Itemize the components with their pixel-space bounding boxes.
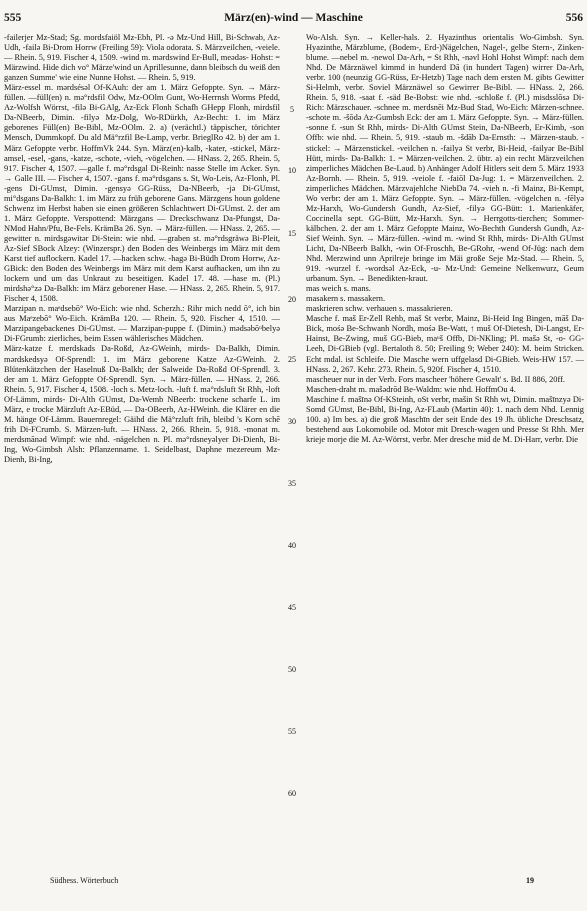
line-number: 15 [288, 229, 296, 238]
entry-paragraph: Masche f. maš Er-Zell Rehb, maš St verbr, Mainz, Bi-Heid Ing Bingen, māš Da-Bick, mośə Be-Schwanh Nordh, mośə Be-Watt, ↑ muš Of-Dietesh, Di-Langst, Er-Hainst, Be-Zwing, muš GG-Bieb, maᵘš Offb, Di-NKling; Pl. mašə St, -o- GG-Leeh, Di-GBieb (vgl. Bertaloth 8. 50; Freiling 9; Weber 240): M. beim Stricken. Echt mdal. ist Schleife. Die Masche wern uffgelasd Di-GBieb. Weis-HW 157. — HNass. 2, 267. Kehr. 273. Rhein. 5, 920f. Fischer 4, 1510. [306, 314, 584, 374]
entry-paragraph: mascheuer nur in der Verb. Fors mascheer 'höhere Gewalt' s. Bd. II 886, 20ff. [306, 374, 566, 384]
line-number: 20 [288, 295, 296, 304]
entry-paragraph: Wo-Alsh. Syn. → Keller-hals. 2. Hyazinthus orientalis Wo-Gimbsh. Syn. Hyazinthe, Märzblume, (Bodem-, Erd-)Nägelchen, Nagel-, gelbe Stern-, Zinken-blume. —nebel m. -newol Da-Arh, = St Rhh, -nəvl Hohl Hohst Wimpf: nach dem Nhd. De Märznäwel kimmd in hunderd Dā (in hundert Tagen) wirrer Da-Arh, verbr. 100 (neunzig GG-Rüss, Er-Hetzb) Tage nach dem ersten M. gibts Gewitter Si-Helmh, verbr. Soviel Märznäwel so Gewirrer Be-Bibl. — HNass. 2, 266. Rhein. 5, 918. -saat f. -säd Be-Bobst: wie nhd. -schloße f. (Pl.) misdsslōsə Di-Rich: Märzschauer. -schnee m. merdsnēi Mz-Bud Stad, Wo-Eich: Märzen-schnee. -schote m. -šōdə Az-Gumbsh Eck: der am 1. März Gefoppte. Syn. → März-füllen. -sonne f. -sun St Rhh, mirds- Di-Alth GUmst Stein, Da-NBeerb, Er-Kimb, -son Offb: wie nhd. — Rhein. 5, 919. -staub m. -šdāb Da-Ernsth: → Märzen-staub. -stickel: → Märzenstickel. -veilchen n. -failyə St verbr, Bi-Heid, -failyər Be-Bibl Hütt, mirds- Da-Balkh: 1. = Märzen-veilchen. 2. übtr. a) ein recht Märzveilchen zimperliches Mädchen Be-Laud. b) Anhänger Adolf Hitlers seit dem 5. März 1933 Az-Bornh. — Rhein. 5, 919. -veiole f. -faiōl Da-Jug: 1. = Märzenveilchen. 2. zimperliches Mädchen. Märzvajehlche NiebDa 74. -vieh n. -fi Mainz, Bi-Kempt, Wo verbr: der am 1. März Gefoppte. Syn. → März-füllen. -vögelchen n. -fēlyə Mz-Harxh, Wo-Gundersh Gundh, Az-Sief, -filyə GG-Bütt: 1. Marienkäfer, Coccinella sept. GG-Bütt, Mz-Harxh. Syn. → Herrgotts-tierchen; Sommer-kälbchen. 2. der am 1. März Gefoppte Mainz, Wo-Bechth Gundersh Gundh, Az-Sief Weinh. Syn. → März-füllen. -wind m. -wind St Rhh, mirds- Di-Alth GUmst Licht, Da-NBeerb Balkh, -win Of-Froschh, Be-GRohr, -wend Of-Jüg: nach dem Nhd. Merzwind unn Aprilreje bringe im Mäi große Seje Mz-Stad. — Rhein. 5, 919. -wurzel f. -wordsəl Az-Eck, -u- Mz-Und: Gemeine Nelkenwurz, Geum urbanum. Syn. → Benedikten-kraut. [306, 33, 584, 284]
entry-paragraph: Marzipan n. maᵉdsebō° Wo-Eich: wie nhd. Scherzh.: Rihr mich nedd ō°, ich bin aus Maᵉzebō° Wo-Eich. KrämBa 120. — Rhein. 5, 920. Fischer 4, 1510. — Marzipangebackenes Di-GUmst. — Marzipan-puppe f. (Dimin.) mədsəbōᵘbelyə Di-FGrumb: zierliches, beim Essen wählerisches Mädchen. [4, 304, 280, 344]
entry-paragraph: März-essel m. mərdsésəl Of-KAuh: der am 1. März Gefoppte. Syn. → März-füllen. —füll(en) n. mə°rdsfil Odw, Mz-OOlm Gunt, Wo-Herrnsh Worms Pfedd, Az-Wolfsh Wörrst, -filə Bi-GAlg, Az-Eck Flonh Schafh GHepp Flonh, mirdsfil Da-NBeerb, Dimin. -filyə Mz-Dolg, Wo-RDürkh, Az-Becht: 1. im März geborenes Füll(en) Be-Bibl, Mz-OOlm. 2. a) (verächtl.) täppischer, törichter Mensch, Dummkopf. Du ald Mä°rzfil Be-Lamp, verbr. BrieglRo 42. b) der am 1. März Gefoppte verbr. HoffmVk 244. Syn. März(en)-kalb, -kater, -stickel, März-amsel, -esel, -gans, -katze, -schote, -vieh, -vögelchen. — HNass. 2, 265. Rhein. 5, 917. Fischer 4, 1507. —galle f. mə°rdsgal Di-Reinh: nasse Stelle im Acker. Syn. → Galle III. — Fischer 4, 1507. -gans f. mə°rdsgans s. St, Wo-Leis, Az-Flonh, Pl. -gens Di-GUmst, Dimin. -gensyə GG-Rüss, Da-NBeerb, -jə Di-GUmst, mi°dsgans Da-Balkh: 1. im März zu früh geborene Gans. Märzgens houn goldene Schwenz im Herbst haben sie einen größeren Schlachtwert Di-GUmst. 2. der am 1. März Gefoppte. Verspottend: Märzgans — Dreckschwanz Da-Pfungst, Da-NMod Hahn/Pfu, Be-Fels. KrämBa 26. Syn. → März-füllen. — HNass. 2, 265. —gewitter n. mirdsgəwitər Di-Stein: wie nhd. —graben st. mə°rdsgräwə Bi-Pleit, Az-Sief SBock Alzey: (Winzerspr.) den Boden des Weinbergs im März mit dem Karst tief auflockern. Kadel 17. —hacken schw. -hagə Bi-Büdh Drom Horrw, Az-GBick: den Boden des Weinbergs im März mit dem Karst aufhacken, um ihn zu lockern und um das Unkraut zu beseitigen. Kadel 17. 48. —hase m. (Pl.) mirdshə°zə Da-Balkh: im März geborener Hase. — HNass. 2, 265. Rhein. 5, 917. Fischer 4, 1508. [4, 83, 280, 304]
entry-paragraph: Maschen-draht m. mašədrōd Be-Waldm: wie nhd. HoffmOu 4. [306, 384, 516, 394]
line-number: 30 [288, 417, 296, 426]
line-number: 10 [288, 166, 296, 175]
line-number: 40 [288, 541, 296, 550]
line-number: 25 [288, 355, 296, 364]
running-header [4, 12, 583, 28]
right-column [306, 33, 584, 858]
line-number-gutter [282, 33, 302, 858]
entry-paragraph: mas weich s. mans. [306, 284, 371, 294]
line-number: 55 [288, 727, 296, 736]
entry-paragraph: März-katze f. merdskads Da-Roßd, Az-GWeinh, mirds- Da-Balkh, Dimin. mərdskedsyə Of-Sprendl: 1. im März geborene Katze Az-GWeinh. 2. Blütenkätzchen der Haselnuß Da-Balkh; der Salweide Da-Roßd Of-Sprendl. 3. der am 1. März Gefoppte Of-Sprendl. Syn. → März-füllen. — HNass. 2, 266. Rhein. 5, 917. Fischer 4, 1508. -loch s. Metz-loch. -luft f. mə°rdsluft St Rhh, -loft Of-Lämm, mirds- Di-Alth GUmst, Da-Wemb NBeerb: trockene scharfe L. im März, e trocke Märzluft Az-EBüd, — Da-OBeerb, Az-HWeinh. die Klärer en die M. hänge Of-Lämm. Bauernregel: Gäihd die Mä°rzluft frih, bleibd 's Korn schē frih Di-FCrumb. S. Märzen-luft. — HNass. 2, 266. Rhein. 5, 918. -monat m. merdsmānəd Wimpf: wie nhd. -nägelchen n. Pl. mə°rdsneyəlyer Di-Dienh, Bi-Ing, Wo-Gimbsh Alsh: Pflanzenname. 1. Seidelbast, Daphne mezereum Mz-Dienh, Bi-Ing, [4, 344, 280, 464]
left-column [4, 33, 280, 858]
line-number: 45 [288, 603, 296, 612]
entry-paragraph: maskrieren schw. verhauen s. massakrieren. [306, 304, 453, 314]
header-title: März(en)-wind — Maschine [224, 12, 363, 24]
line-number: 50 [288, 665, 296, 674]
page-number-right: 556 [565, 12, 583, 24]
page-number-left: 555 [4, 12, 22, 24]
footer-source: Südhess. Wörterbuch [50, 876, 119, 885]
page-footer [50, 876, 534, 888]
entry-paragraph: Maschine f. mašīnə Of-KSteinh, oSt verbr, mašin St Rhh wt, Dimin. mašīnzyə Di-Somd GUmst, Be-Bibl, Bi-Ing, Az-FLaub (Martin 40): 1. nach dem Nhd. Lennig 100. a) Im bes. a) die groß Maschīn der seit Ende des 19 Jh. übliche Dreschsatz, bestehend aus Lokomobile od. Motor mit Dresch-wagen und Presse St Rhh. Mer krieje morje die M. Az-Wörrst, verbr. Mer dresche mid de M. Di-Harr, verbr. Die [306, 394, 584, 444]
entry-paragraph: masakern s. massakern. [306, 294, 386, 304]
entry-paragraph: -failerjer Mz-Stad; Sg. mordsfaiöl Mz-Ebh, Pl. -ə Mz-Und Hill, Bi-Schwab, Az-Udh, -failə Bi-Drom Horrw (Freiling 59): Viola odorata. S. Märzveilchen, -veiele. — Rhein. 5, 919. Fischer 4, 1509. -wind m. mərdswind Er-Bull, meədəs- Hohst: = Märzwind. Hide dich vo° Märze'wind un Aprillesunne, dann bleibsch du weiß den ganzen Summe' wie eine Nunne Hohst. — Rhein. 5, 919. [4, 33, 280, 83]
line-number: 5 [290, 105, 294, 114]
line-number: 60 [288, 789, 296, 798]
footer-signature: 19 [526, 876, 534, 885]
line-number: 35 [288, 479, 296, 488]
